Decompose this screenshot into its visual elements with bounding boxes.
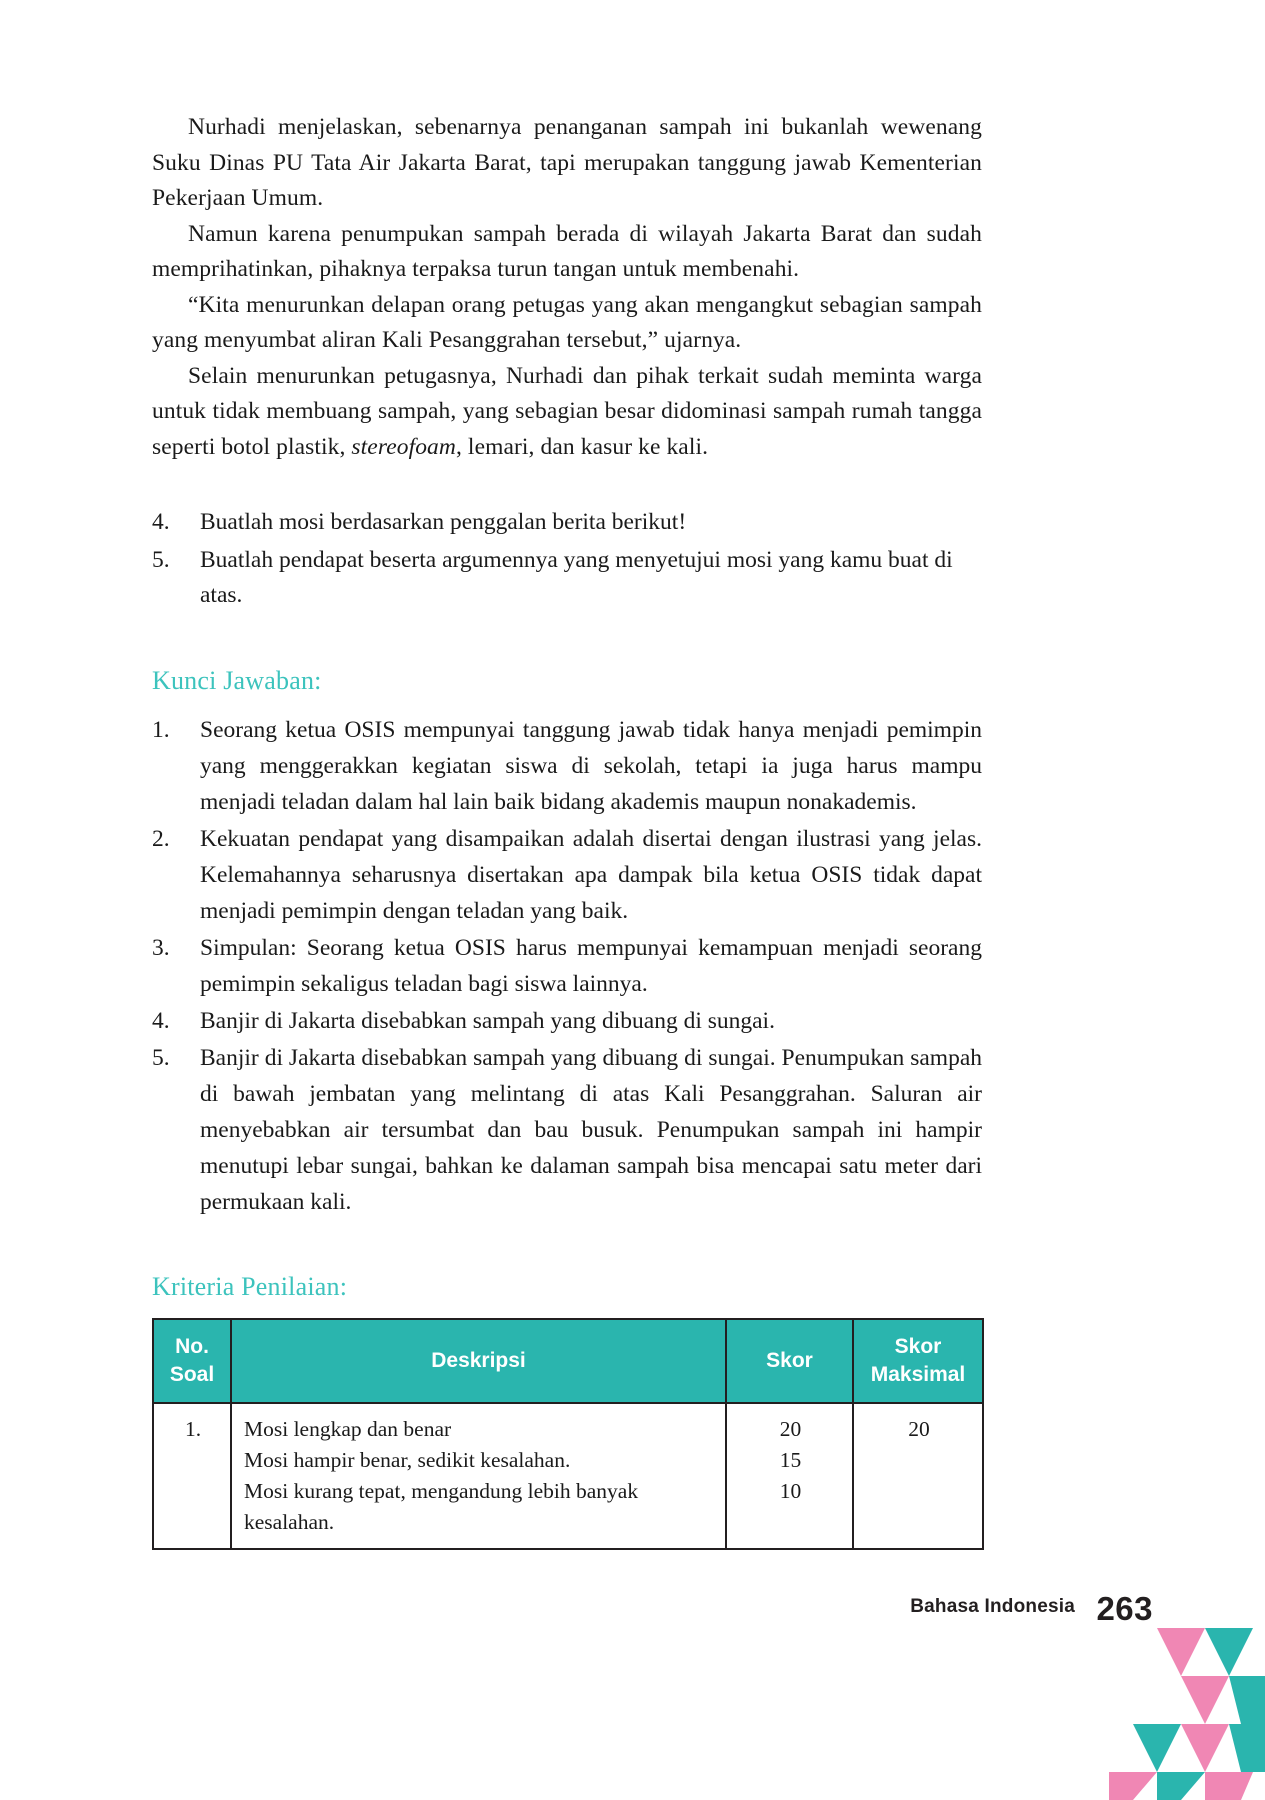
criteria-heading: Kriteria Penilaian: <box>152 1271 348 1301</box>
column-header-skor: Skor <box>726 1319 853 1403</box>
column-header-skor-maksimal-line2: Maksimal <box>870 1362 966 1386</box>
page-footer <box>0 1560 1265 1800</box>
question-item <box>152 543 982 614</box>
column-header-no-soal-line2: Soal <box>169 1362 215 1386</box>
answer-number: 3. <box>152 934 170 961</box>
paragraph-4 <box>152 359 982 466</box>
question-number: 4. <box>152 509 170 535</box>
answer-text: Kekuatan pendapat yang disampaikan adalah disertai dengan ilustrasi yang jelas. Kelemahannya seharusnya disertakan apa dampak bila ketua OSIS tidak dapat menjadi pemimpin dengan teladan yang baik. <box>200 825 982 924</box>
paragraph-4-part-2: , lemari, dan kasur ke kali. <box>455 433 709 460</box>
deskripsi-line-1: Mosi lengkap dan benar <box>244 1416 452 1441</box>
page-number: 263 <box>1096 1590 1153 1627</box>
question-list <box>152 505 982 614</box>
cell-skor <box>726 1403 853 1549</box>
criteria-table-body <box>153 1403 983 1549</box>
deskripsi-line-3: Mosi kurang tepat, mengandung lebih banyak kesalahan. <box>244 1478 639 1534</box>
table-header-row <box>153 1319 983 1403</box>
answer-item <box>152 1040 982 1220</box>
skor-line-2: 15 <box>779 1447 802 1472</box>
paragraph-1: Nurhadi menjelaskan, sebenarnya penanganan sampah ini bukanlah wewenang Suku Dinas PU Tata Air Jakarta Barat, tapi merupakan tanggung jawab Kementerian Pekerjaan Umum. <box>152 114 982 211</box>
answer-number: 1. <box>152 716 170 743</box>
paragraph-4-italic-term: stereofoam <box>351 433 456 460</box>
skor-line-1: 20 <box>779 1416 802 1441</box>
criteria-table <box>152 1318 984 1550</box>
question-text: Buatlah pendapat beserta argumennya yang menyetujui mosi yang kamu buat di atas. <box>200 546 953 608</box>
deskripsi-line-2: Mosi hampir benar, sedikit kesalahan. <box>244 1447 571 1472</box>
paragraph-2: Namun karena penumpukan sampah berada di wilayah Jakarta Barat dan sudah memprihatinkan, pihaknya terpaksa turun tangan untuk membenahi. <box>152 220 982 282</box>
answer-number: 5. <box>152 1044 170 1071</box>
criteria-table-head <box>153 1319 983 1403</box>
cell-no-soal: 1. <box>153 1403 231 1549</box>
footer-subject-label: Bahasa Indonesia <box>910 1596 1075 1617</box>
answer-text: Simpulan: Seorang ketua OSIS harus mempunyai kemampuan menjadi seorang pemimpin sekaligus teladan bagi siswa lainnya. <box>200 934 982 997</box>
column-header-no-soal-line1: No. <box>175 1334 209 1358</box>
answer-text: Seorang ketua OSIS mempunyai tanggung jawab tidak hanya menjadi pemimpin yang menggerakkan kegiatan siswa di sekolah, tetapi ia juga harus mampu menjadi teladan dalam hal lain baik bidang akademis maupun nonakademis. <box>200 716 982 815</box>
answer-text: Banjir di Jakarta disebabkan sampah yang dibuang di sungai. <box>200 1007 775 1034</box>
answer-text: Banjir di Jakarta disebabkan sampah yang dibuang di sungai. Penumpukan sampah di bawah jembatan yang melintang di atas Kali Pesanggrahan. Saluran air menyebabkan air tersumbat dan bau busuk. Penumpukan sampah ini hampir menutupi lebar sungai, bahkan ke dalaman sampah bisa mencapai satu meter dari permukaan kali. <box>200 1044 982 1215</box>
table-row <box>153 1403 983 1549</box>
column-header-no-soal <box>153 1319 231 1403</box>
answer-number: 4. <box>152 1007 170 1034</box>
cell-deskripsi <box>231 1403 726 1549</box>
column-header-skor-maksimal-line1: Skor <box>894 1334 942 1358</box>
page-content <box>152 110 982 1550</box>
answer-item <box>152 1003 982 1039</box>
column-header-deskripsi: Deskripsi <box>231 1319 726 1403</box>
column-header-skor-maksimal <box>853 1319 983 1403</box>
question-number: 5. <box>152 546 170 573</box>
paragraph-3: “Kita menurunkan delapan orang petugas yang akan mengangkut sebagian sampah yang menyumbat aliran Kali Pesanggrahan tersebut,” ujarnya. <box>152 291 982 353</box>
answer-item <box>152 930 982 1002</box>
question-text: Buatlah mosi berdasarkan penggalan berita berikut! <box>200 509 687 535</box>
answer-item <box>152 821 982 929</box>
skor-line-3: 10 <box>779 1478 802 1503</box>
question-item <box>152 505 982 541</box>
answer-item <box>152 712 982 820</box>
cell-skor-maksimal: 20 <box>853 1403 983 1549</box>
answer-key-heading: Kunci Jawaban: <box>152 665 322 695</box>
decorative-triangles <box>1045 1580 1265 1800</box>
answer-list <box>152 712 982 1220</box>
paragraph-4-part-1: Selain menurunkan petugasnya, Nurhadi dan pihak terkait sudah meminta warga untuk tidak membuang sampah, yang sebagian besar didominasi sampah rumah tangga seperti botol plastik, <box>152 362 982 460</box>
answer-number: 2. <box>152 825 170 852</box>
